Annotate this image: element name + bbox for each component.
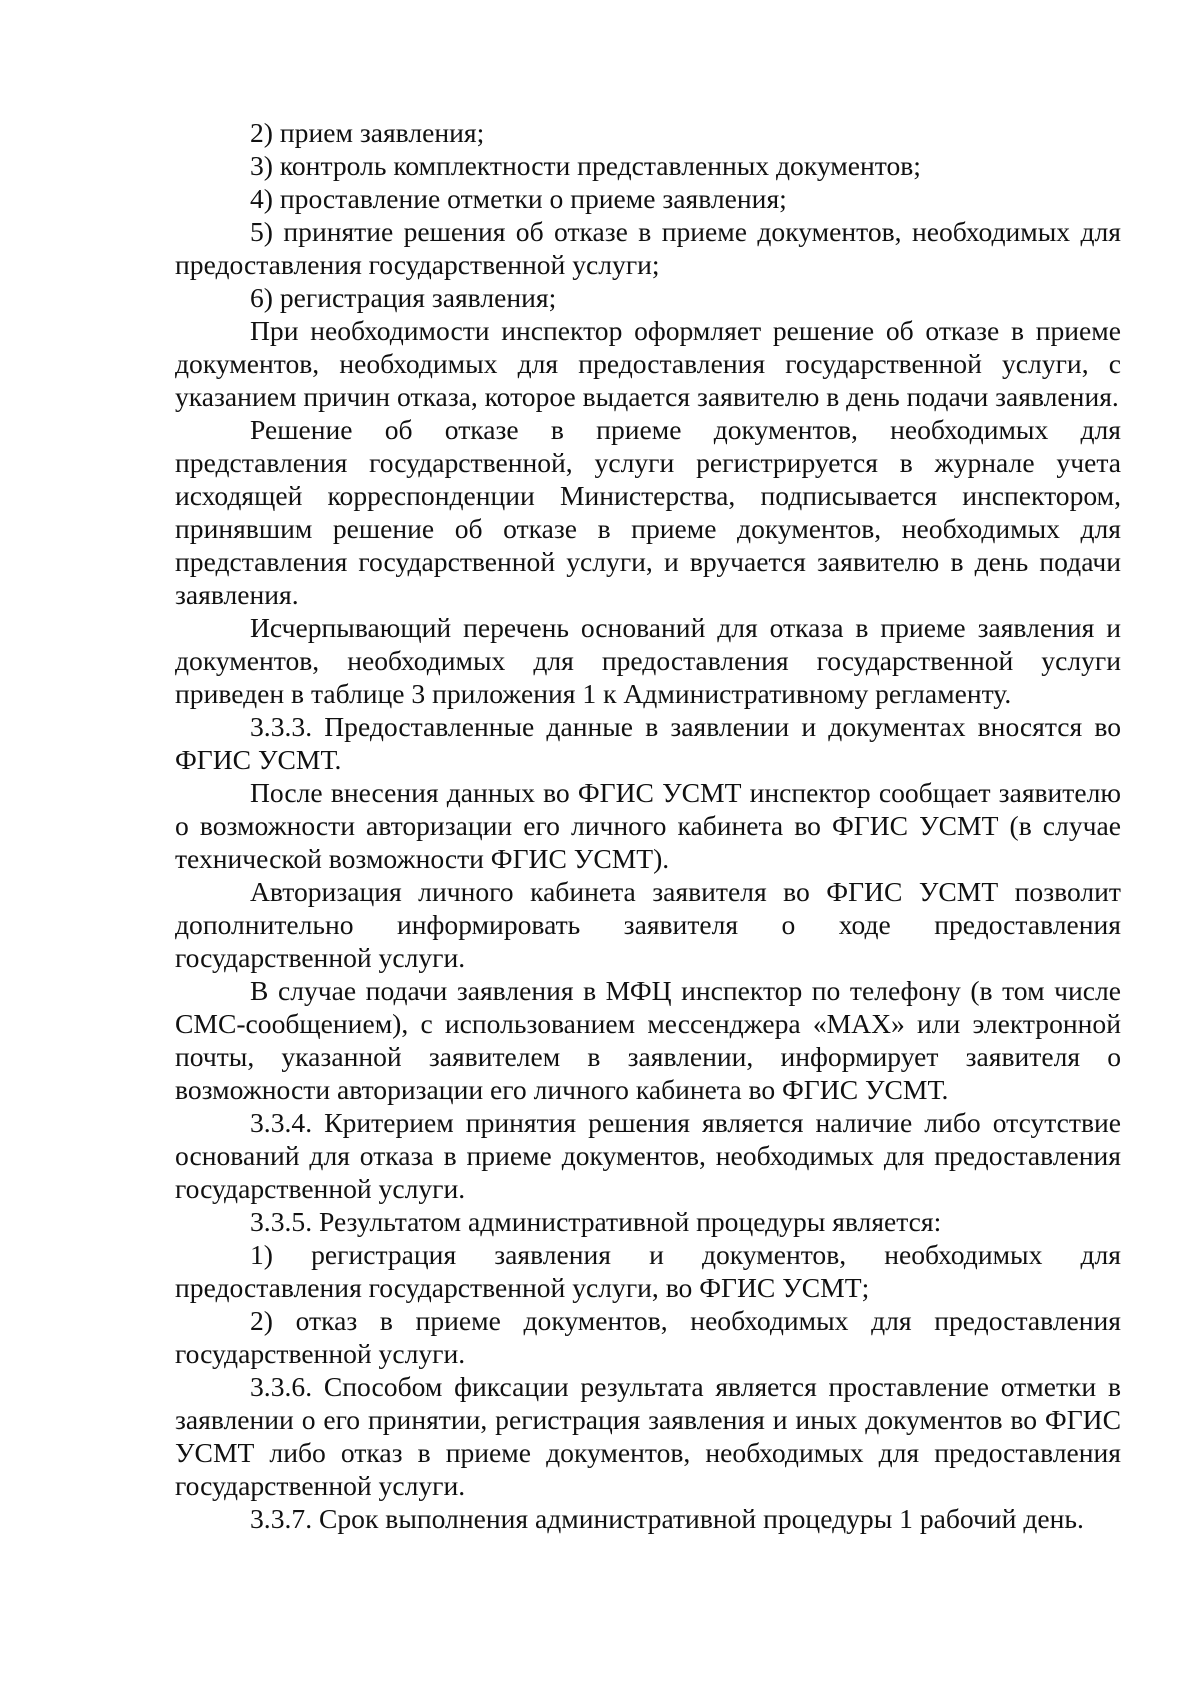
section-3-3-3: 3.3.3. Предоставленные данные в заявлении и документах вносятся во ФГИС УСМТ.	[175, 711, 1121, 775]
result-item-2: 2) отказ в приеме документов, необходимых для предоставления государственной услуги.	[175, 1305, 1121, 1369]
section-3-3-5: 3.3.5. Результатом административной процедуры является:	[250, 1206, 942, 1237]
paragraph-after-data-entry: После внесения данных во ФГИС УСМТ инспектор сообщает заявителю о возможности авторизации его личного кабинета во ФГИС УСМТ (в случае технической возможности ФГИС УСМТ).	[175, 777, 1121, 874]
paragraph-refusal-grounds: Исчерпывающий перечень оснований для отказа в приеме заявления и документов, необходимых для предоставления государственной услуги приведен в таблице 3 приложения 1 к Административному регламенту.	[175, 612, 1121, 709]
document-body	[175, 116, 1121, 1535]
list-item-3-completeness-check: 3) контроль комплектности представленных документов;	[250, 150, 921, 181]
section-3-3-7: 3.3.7. Срок выполнения административной процедуры 1 рабочий день.	[250, 1503, 1084, 1534]
section-3-3-6: 3.3.6. Способом фиксации результата является проставление отметки в заявлении о его принятии, регистрация заявления и иных документов во ФГИС УСМТ либо отказ в приеме документов, необходимых для предоставления государственной услуги.	[175, 1371, 1121, 1501]
paragraph-mfc-notification: В случае подачи заявления в МФЦ инспектор по телефону (в том числе СМС-сообщением), с использованием мессенджера «MAX» или электронной почты, указанной заявителем в заявлении, информирует заявителя о возможности авторизации его личного кабинета во ФГИС УСМТ.	[175, 975, 1121, 1105]
list-item-5-refusal-decision: 5) принятие решения об отказе в приеме документов, необходимых для предоставления государственной услуги;	[175, 216, 1121, 280]
section-3-3-4: 3.3.4. Критерием принятия решения является наличие либо отсутствие оснований для отказа в приеме документов, необходимых для предоставления государственной услуги.	[175, 1107, 1121, 1204]
list-item-6-registration: 6) регистрация заявления;	[250, 282, 557, 313]
paragraph-cabinet-authorization: Авторизация личного кабинета заявителя во ФГИС УСМТ позволит дополнительно информировать заявителя о ходе предоставления государственной услуги.	[175, 876, 1121, 973]
paragraph-refusal-registration: Решение об отказе в приеме документов, необходимых для представления государственной, услуги регистрируется в журнале учета исходящей корреспонденции Министерства, подписывается инспектором, принявшим решение об отказе в приеме документов, необходимых для представления государственной услуги, и вручается заявителю в день подачи заявления.	[175, 414, 1121, 610]
list-item-2-application-receipt: 2) прием заявления;	[250, 117, 485, 148]
list-item-4-receipt-mark: 4) проставление отметки о приеме заявления;	[250, 183, 787, 214]
result-item-1: 1) регистрация заявления и документов, необходимых для предоставления государственной услуги, во ФГИС УСМТ;	[175, 1239, 1121, 1303]
paragraph-refusal-inspector: При необходимости инспектор оформляет решение об отказе в приеме документов, необходимых для предоставления государственной услуги, с указанием причин отказа, которое выдается заявителю в день подачи заявления.	[175, 315, 1121, 412]
